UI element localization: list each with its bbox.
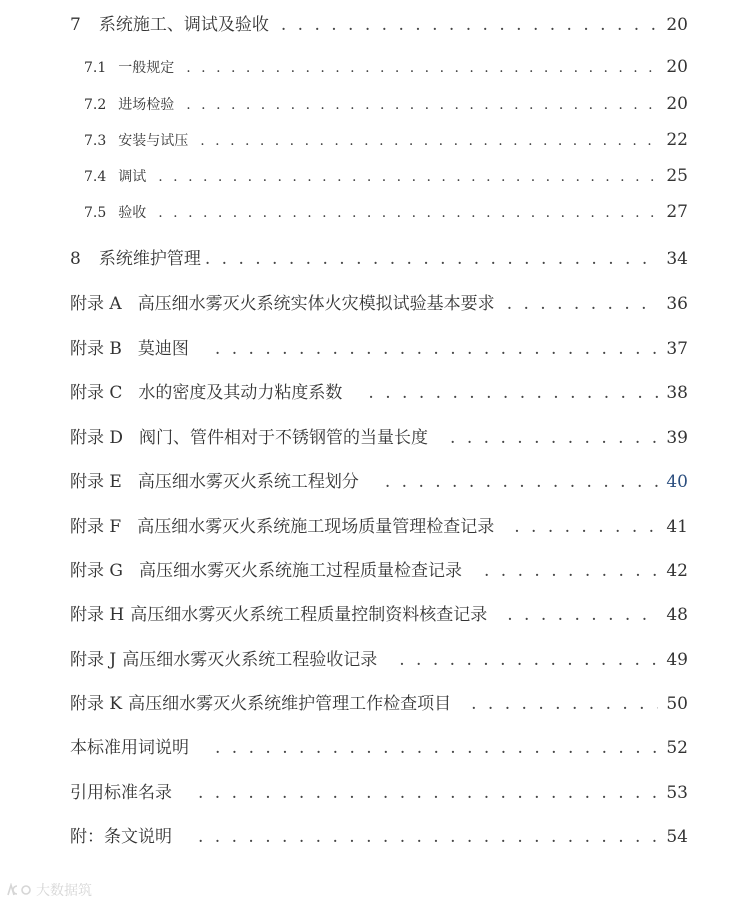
toc-entry-title: 引用标准名录 bbox=[70, 783, 172, 803]
toc-entry-appendix-c[interactable] bbox=[70, 378, 688, 403]
dot-leader bbox=[507, 605, 658, 625]
toc-entry-appendix-e[interactable] bbox=[70, 467, 688, 492]
toc-entry-title: 验收 bbox=[118, 205, 147, 221]
toc-entry-number: 附录 K bbox=[70, 694, 123, 714]
toc-entry-number: 7.4 bbox=[84, 169, 107, 185]
toc-entry-number: 附录 G bbox=[70, 561, 123, 581]
toc-entry-chapter-8[interactable] bbox=[70, 244, 688, 269]
dot-leader bbox=[215, 339, 658, 359]
toc-entry-section-7-4[interactable] bbox=[84, 166, 688, 186]
toc-entry-page: 39 bbox=[666, 428, 688, 448]
toc-entry-title: 一般规定 bbox=[118, 60, 175, 76]
toc-entry-appendix-f[interactable] bbox=[70, 512, 688, 537]
watermark-text: 大数据筑 bbox=[36, 883, 92, 899]
toc-entry-page: 25 bbox=[666, 166, 688, 186]
dot-leader bbox=[205, 249, 659, 269]
dot-leader bbox=[200, 133, 658, 149]
toc-entry-page: 38 bbox=[666, 383, 688, 403]
toc-entry-page: 42 bbox=[666, 561, 688, 581]
toc-entry-number: 附录 B bbox=[70, 339, 122, 359]
toc-entry-appendix-h[interactable] bbox=[70, 600, 688, 625]
toc-entry-title: 高压细水雾灭火系统工程质量控制资料核查记录 bbox=[130, 605, 488, 625]
toc-entry-number: 7.1 bbox=[84, 60, 107, 76]
toc-entry-title: 水的密度及其动力粘度系数 bbox=[138, 383, 343, 403]
dot-leader bbox=[471, 694, 658, 714]
toc-entry-number: 7.2 bbox=[84, 97, 107, 113]
toc-entry-number: 7.3 bbox=[84, 133, 107, 149]
toc-entry-number: 附录 D bbox=[70, 428, 124, 448]
dot-leader bbox=[484, 561, 658, 581]
dot-leader bbox=[215, 738, 658, 758]
toc-entry-appendix-a[interactable] bbox=[70, 289, 688, 314]
toc-entry-normative-references[interactable] bbox=[70, 778, 688, 803]
toc-entry-page: 53 bbox=[666, 783, 688, 803]
toc-entry-title: 高压细水雾灭火系统施工现场质量管理检查记录 bbox=[137, 517, 495, 537]
toc-entry-appendix-d[interactable] bbox=[70, 423, 688, 448]
dot-leader bbox=[385, 472, 659, 492]
dot-leader bbox=[186, 60, 658, 76]
toc-entry-title: 高压细水雾灭火系统施工过程质量检查记录 bbox=[138, 561, 462, 581]
toc-entry-page: 34 bbox=[666, 249, 688, 269]
dot-leader bbox=[450, 428, 658, 448]
toc-entry-page: 40 bbox=[666, 472, 688, 492]
toc-entry-title: 高压细水雾灭火系统工程验收记录 bbox=[122, 650, 378, 670]
toc-entry-number: 7 bbox=[70, 15, 81, 35]
toc-entry-number: 附录 C bbox=[70, 383, 123, 403]
toc-entry-page: 37 bbox=[666, 339, 688, 359]
toc-entry-number: 附录 F bbox=[70, 517, 122, 537]
dot-leader bbox=[198, 827, 658, 847]
toc-entry-appendix-k[interactable] bbox=[70, 689, 688, 714]
dot-leader bbox=[281, 15, 659, 35]
toc-entry-section-7-5[interactable] bbox=[84, 202, 688, 222]
toc-entry-title: 安装与试压 bbox=[118, 133, 189, 149]
toc-entry-title: 高压细水雾灭火系统工程划分 bbox=[137, 472, 359, 492]
dot-leader bbox=[186, 97, 658, 113]
toc-entry-title: 莫迪图 bbox=[137, 339, 189, 359]
toc-entry-title: 本标准用词说明 bbox=[70, 738, 189, 758]
dot-leader bbox=[158, 169, 658, 185]
dot-leader bbox=[399, 650, 658, 670]
toc-entry-title: 附：条文说明 bbox=[70, 827, 172, 847]
watermark-logo-icon bbox=[6, 883, 32, 897]
dot-leader bbox=[158, 205, 658, 221]
watermark bbox=[6, 880, 92, 900]
toc-entry-page: 50 bbox=[666, 694, 688, 714]
toc-entry-page: 52 bbox=[666, 738, 688, 758]
toc-entry-section-7-1[interactable] bbox=[84, 57, 688, 77]
toc-entry-wording-explanation[interactable] bbox=[70, 733, 688, 758]
toc-entry-number: 附录 A bbox=[70, 294, 122, 314]
toc-entry-appendix-j[interactable] bbox=[70, 645, 688, 670]
toc-entry-title: 阀门、管件相对于不锈钢管的当量长度 bbox=[139, 428, 429, 448]
toc-entry-page: 41 bbox=[666, 517, 688, 537]
toc-entry-title: 调试 bbox=[118, 169, 147, 185]
toc-entry-appendix-b[interactable] bbox=[70, 334, 688, 359]
toc-entry-page: 54 bbox=[666, 827, 688, 847]
dot-leader bbox=[198, 783, 658, 803]
toc-entry-page: 48 bbox=[666, 605, 688, 625]
toc-entry-page: 27 bbox=[666, 202, 688, 222]
toc-entry-page: 20 bbox=[666, 15, 688, 35]
toc-entry-section-7-3[interactable] bbox=[84, 130, 688, 150]
toc-entry-appendix-g[interactable] bbox=[70, 556, 688, 581]
toc-entry-section-7-2[interactable] bbox=[84, 94, 688, 114]
dot-leader bbox=[514, 517, 658, 537]
toc-entry-number: 附录 E bbox=[70, 472, 122, 492]
toc-entry-page: 49 bbox=[666, 650, 688, 670]
toc-entry-page: 22 bbox=[666, 130, 688, 150]
toc-entry-title: 高压细水雾灭火系统实体火灾模拟试验基本要求 bbox=[137, 294, 495, 314]
toc-entry-title: 进场检验 bbox=[118, 97, 175, 113]
toc-entry-number: 附录 H bbox=[70, 605, 125, 625]
toc-entry-page: 20 bbox=[666, 57, 688, 77]
toc-entry-page: 36 bbox=[666, 294, 688, 314]
toc-entry-title: 高压细水雾灭火系统维护管理工作检查项目 bbox=[128, 694, 452, 714]
toc-entry-title: 系统维护管理 bbox=[98, 249, 201, 269]
toc-entry-number: 8 bbox=[70, 249, 81, 269]
toc-entry-page: 20 bbox=[666, 94, 688, 114]
toc-entry-clause-explanation[interactable] bbox=[70, 822, 688, 847]
toc-entry-title: 系统施工、调试及验收 bbox=[98, 15, 269, 35]
toc-entry-chapter-7[interactable] bbox=[70, 10, 688, 35]
dot-leader bbox=[368, 383, 658, 403]
dot-leader bbox=[507, 294, 659, 314]
toc-entry-number: 附录 J bbox=[70, 650, 117, 670]
toc-entry-number: 7.5 bbox=[84, 205, 107, 221]
